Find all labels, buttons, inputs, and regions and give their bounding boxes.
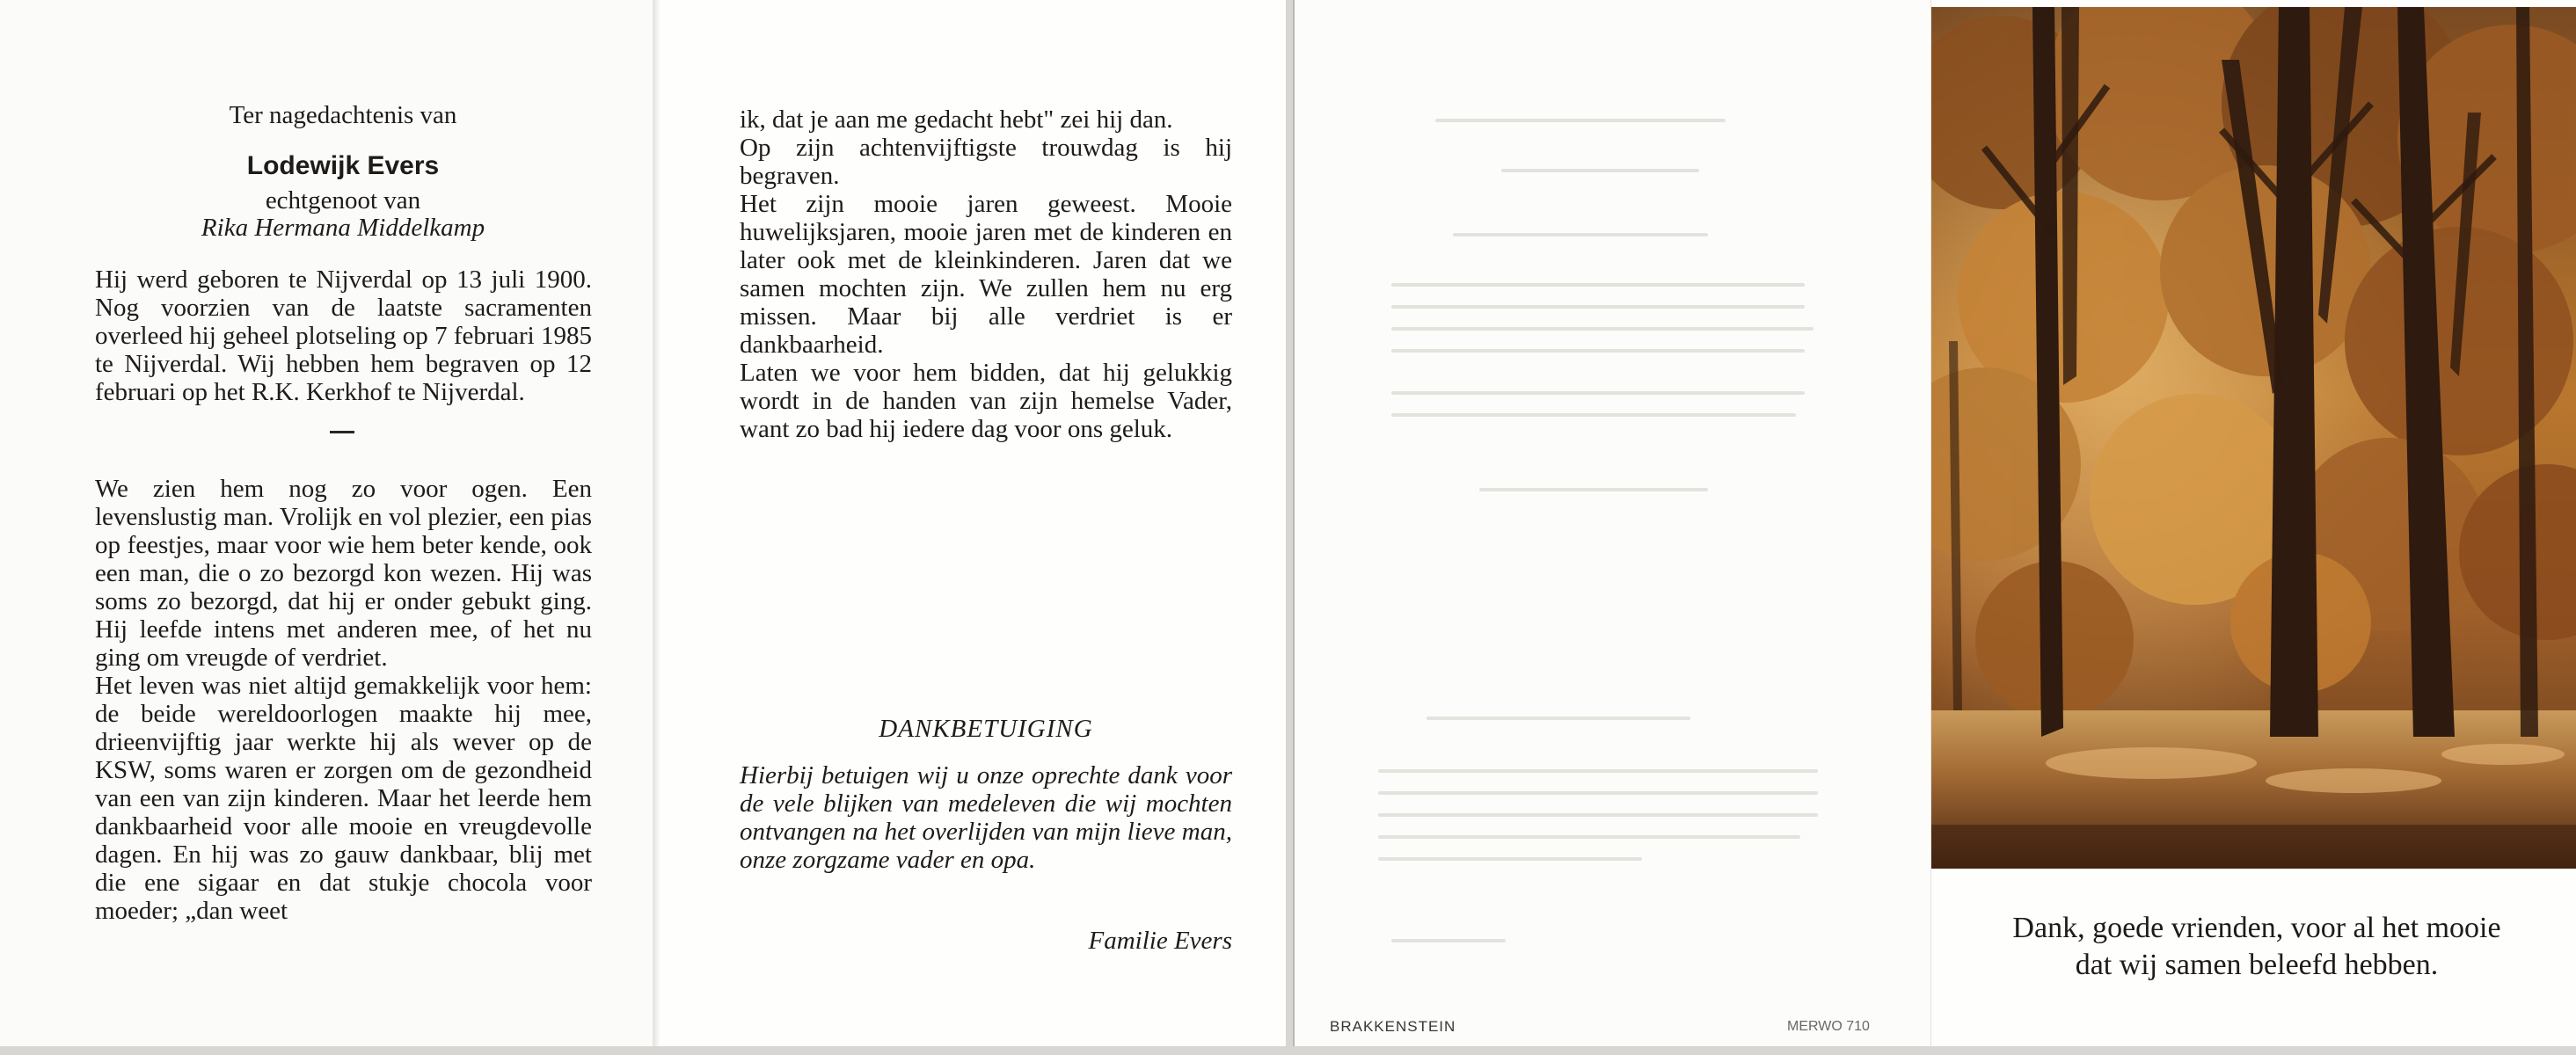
spouse-label: echtgenoot van bbox=[265, 186, 421, 215]
card-panel-photo bbox=[1930, 0, 2576, 1046]
memorial-heading: Ter nagedachtenis van bbox=[229, 101, 457, 129]
spouse-name: Rika Hermana Middelkamp bbox=[201, 214, 485, 242]
separator-dash bbox=[330, 431, 354, 433]
product-code: MERWO 710 bbox=[1787, 1019, 1870, 1034]
tribute-paragraph: ik, dat je aan me gedacht hebt" zei hij dan. bbox=[740, 106, 1173, 134]
tribute-paragraph: Op zijn achtenvijftigste trouwdag is hij begraven. bbox=[740, 134, 1232, 190]
biography-text bbox=[95, 266, 592, 406]
tribute-paragraph: Het leven was niet altijd gemakkelijk voor hem: de beide wereldoorlogen maakte hij mee, drieenvijftig jaar werkte hij als wever op de KSW, soms waren er zorgen om de gezondheid van een van zijn kinderen. Maar het leerde hem dankbaarheid voor alle mooie en vreugdevolle dagen. En hij was zo gauw dankbaar, blij met die ene sigaar en dat stukje chocola voor moeder; „dan weet bbox=[95, 672, 592, 925]
card-panel-left bbox=[0, 0, 653, 1046]
caption-line: dat wij samen beleefd hebben. bbox=[2075, 949, 2439, 981]
tribute-paragraph: Laten we voor hem bidden, dat hij gelukkig wordt in de handen van zijn hemelse Vader, want zo bad hij iedere dag voor ons geluk. bbox=[740, 359, 1232, 443]
photo-caption bbox=[1949, 910, 2565, 984]
autumn-forest-photo bbox=[1931, 7, 2576, 869]
thanks-heading: DANKBETUIGING bbox=[879, 715, 1093, 743]
card-panel-back bbox=[1293, 0, 1930, 1046]
caption-line: Dank, goede vrienden, voor al het mooie bbox=[2012, 912, 2501, 944]
publisher-imprint: BRAKKENSTEIN bbox=[1330, 1018, 1456, 1035]
tribute-paragraph: Het zijn mooie jaren geweest. Mooie huwelijksjaren, mooie jaren met de kinderen en later ook met de kleinkinderen. Jaren dat we samen mochten zijn. We zullen hem nu erg missen. Maar bij alle verdriet is er dankbaarheid. bbox=[740, 190, 1232, 359]
fold-shadow bbox=[653, 0, 660, 1046]
deceased-name: Lodewijk Evers bbox=[246, 151, 440, 180]
family-signature: Familie Evers bbox=[1088, 927, 1232, 955]
tribute-paragraph: We zien hem nog zo voor ogen. Een levenslustig man. Vrolijk en vol plezier, een pias op feestjes, maar voor wie hem beter kende, ook een man, die o zo bezorgd kon wezen. Hij was soms zo bezorgd, dat hij er onder gebukt ging. Hij leefde intens met anderen mee, of het nu ging om vreugde of verdriet. bbox=[95, 475, 592, 672]
tribute-text bbox=[95, 475, 592, 925]
thanks-text: Hierbij betuigen wij u onze oprechte dank voor de vele blijken van medeleven die wij mochten ontvangen na het overlijden van mijn lieve man, onze zorgzame vader en opa. bbox=[740, 761, 1232, 874]
tribute-continued-text bbox=[740, 106, 1232, 443]
biography-paragraph: Hij werd geboren te Nijverdal op 13 juli 1900. Nog voorzien van de laatste sacramenten overleed hij geheel plotseling op 7 februari 1985 te Nijverdal. Wij hebben hem begraven op 12 februari op het R.K. Kerkhof te Nijverdal. bbox=[95, 266, 592, 406]
card-panel-center-left bbox=[653, 0, 1286, 1046]
